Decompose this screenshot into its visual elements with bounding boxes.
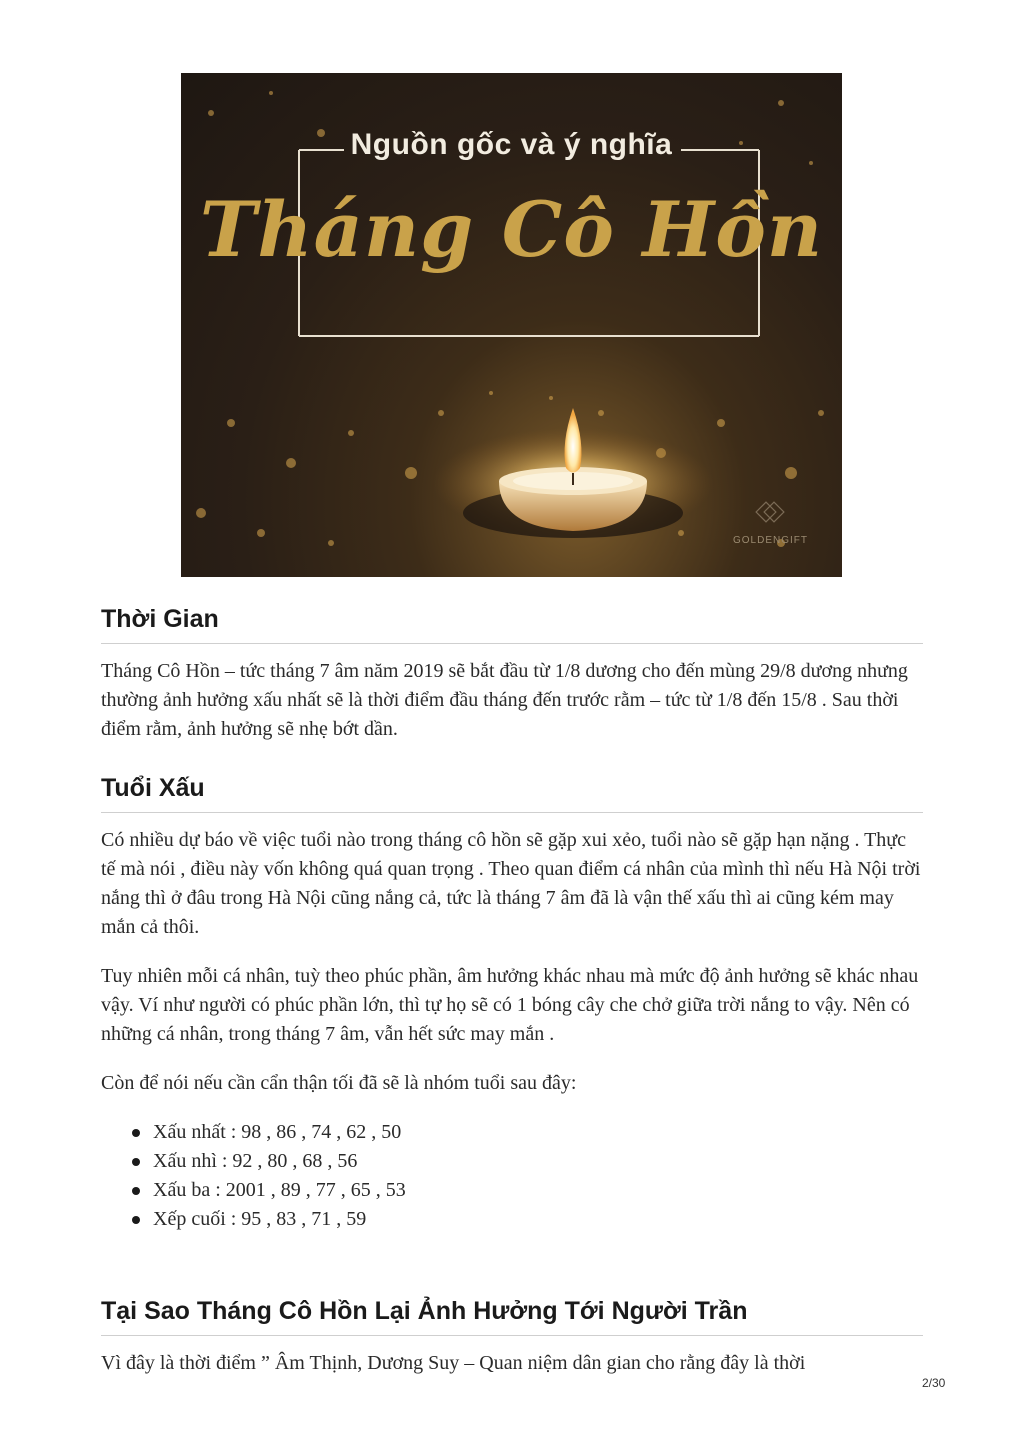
heading-tai-sao: Tại Sao Tháng Cô Hồn Lại Ảnh Hưởng Tới Người Trần: [101, 1296, 923, 1336]
section-tuoi-xau: [101, 773, 923, 1234]
hero-title: Tháng Cô Hồn: [199, 185, 824, 274]
list-item: Xấu ba : 2001 , 89 , 77 , 65 , 53: [101, 1176, 923, 1205]
paragraph-tuoi-xau-1: Có nhiều dự báo về việc tuổi nào trong tháng cô hồn sẽ gặp xui xẻo, tuổi nào sẽ gặp hạn nặng . Thực tế mà nói , điều này vốn không quá quan trọng . Theo quan điểm cá nhân của mình thì nếu Hà Nội trời nắng thì ở đâu trong Hà Nội cũng nắng cả, tức là tháng 7 âm đã là vận thế xấu thì ai cũng kém may mắn cả thôi.: [101, 829, 921, 938]
list-item: Xấu nhì : 92 , 80 , 68 , 56: [101, 1147, 923, 1176]
paragraph-tuoi-xau-3: Còn để nói nếu cần cẩn thận tối đã sẽ là nhóm tuổi sau đây:: [101, 1072, 577, 1094]
section-thoi-gian: [101, 604, 923, 744]
hero-subtitle: Nguồn gốc và ý nghĩa: [350, 128, 673, 161]
heading-thoi-gian: Thời Gian: [101, 604, 923, 644]
paragraph-tai-sao: Vì đây là thời điểm ” Âm Thịnh, Dương Suy – Quan niệm dân gian cho rằng đây là thời: [101, 1352, 806, 1374]
section-tai-sao: [101, 1296, 923, 1378]
paragraph-thoi-gian: Tháng Cô Hồn – tức tháng 7 âm năm 2019 sẽ bắt đầu từ 1/8 dương cho đến mùng 29/8 dương nhưng thường ảnh hưởng xấu nhất sẽ là thời điểm đầu tháng đến trước rằm – tức từ 1/8 đến 15/8 . Sau thời điểm rằm, ảnh hưởng sẽ nhẹ bớt dần.: [101, 660, 908, 740]
list-item: Xếp cuối : 95 , 83 , 71 , 59: [101, 1205, 923, 1234]
hero-watermark: GOLDENGIFT: [733, 535, 809, 546]
bad-age-list: [101, 1118, 923, 1234]
paragraph-tuoi-xau-2: Tuy nhiên mỗi cá nhân, tuỳ theo phúc phần, âm hưởng khác nhau mà mức độ ảnh hưởng sẽ khác nhau vậy. Ví như người có phúc phần lớn, thì tự họ sẽ có 1 bóng cây che chở giữa trời nắng to vậy. Nên có những cá nhân, trong tháng 7 âm, vẫn hết sức may mắn .: [101, 965, 919, 1045]
list-item: Xấu nhất : 98 , 86 , 74 , 62 , 50: [101, 1118, 923, 1147]
page-number: 2/30: [922, 1376, 946, 1390]
heading-tuoi-xau: Tuổi Xấu: [101, 773, 923, 813]
hero-image: [181, 73, 842, 577]
